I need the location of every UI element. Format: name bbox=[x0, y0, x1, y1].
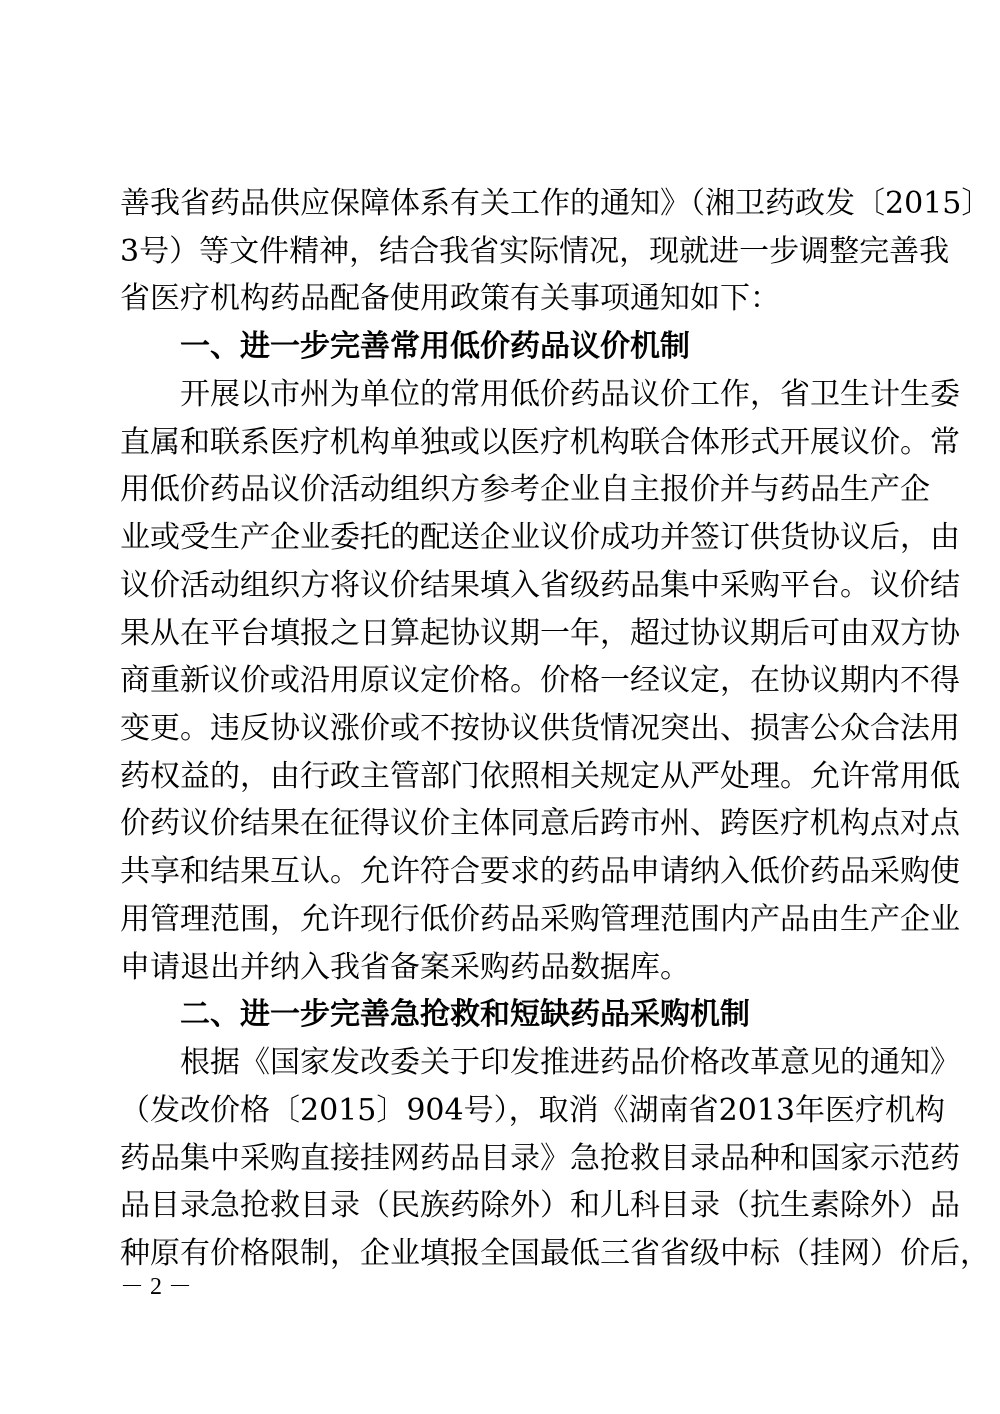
paragraph-line: 业或受生产企业委托的配送企业议价成功并签订供货协议后，由 bbox=[120, 520, 960, 555]
paragraph-line: 果从在平台填报之日算起协议期一年，超过协议期后可由双方协 bbox=[120, 616, 960, 651]
paragraph-line: 省医疗机构药品配备使用政策有关事项通知如下： bbox=[120, 281, 780, 316]
page-number: － 2 － bbox=[120, 1274, 192, 1300]
paragraph-line: 用管理范围，允许现行低价药品采购管理范围内产品由生产企业 bbox=[120, 902, 960, 937]
paragraph-line: 开展以市州为单位的常用低价药品议价工作，省卫生计生委 bbox=[180, 377, 960, 412]
paragraph-line: 药权益的，由行政主管部门依照相关规定从严处理。允许常用低 bbox=[120, 759, 960, 794]
paragraph-line: 善我省药品供应保障体系有关工作的通知》（湘卫药政发〔2015〕 bbox=[120, 186, 992, 221]
paragraph-line: 申请退出并纳入我省备案采购药品数据库。 bbox=[120, 950, 690, 985]
paragraph-line: 共享和结果互认。允许符合要求的药品申请纳入低价药品采购使 bbox=[120, 854, 960, 889]
paragraph-line: 品目录急抢救目录（民族药除外）和儿科目录（抗生素除外）品 bbox=[120, 1188, 960, 1223]
paragraph-line: 用低价药品议价活动组织方参考企业自主报价并与药品生产企 bbox=[120, 472, 930, 507]
paragraph-line: 商重新议价或沿用原议定价格。价格一经议定，在协议期内不得 bbox=[120, 663, 960, 698]
paragraph-line: 变更。违反协议涨价或不按协议供货情况突出、损害公众合法用 bbox=[120, 711, 960, 746]
paragraph-line: 根据《国家发改委关于印发推进药品价格改革意见的通知》 bbox=[180, 1045, 960, 1080]
paragraph-line: 3号）等文件精神，结合我省实际情况，现就进一步调整完善我 bbox=[120, 234, 950, 269]
paragraph-line: 价药议价结果在征得议价主体同意后跨市州、跨医疗机构点对点 bbox=[120, 806, 960, 841]
paragraph-line: 议价活动组织方将议价结果填入省级药品集中采购平台。议价结 bbox=[120, 568, 960, 603]
paragraph-line: （发改价格〔2015〕904号），取消《湖南省2013年医疗机构 bbox=[120, 1093, 945, 1128]
section-heading: 一、进一步完善常用低价药品议价机制 bbox=[180, 329, 690, 364]
paragraph-line: 种原有价格限制，企业填报全国最低三省省级中标（挂网）价后， bbox=[120, 1236, 990, 1271]
section-heading: 二、进一步完善急抢救和短缺药品采购机制 bbox=[180, 997, 750, 1032]
paragraph-line: 直属和联系医疗机构单独或以医疗机构联合体形式开展议价。常 bbox=[120, 425, 960, 460]
paragraph-line: 药品集中采购直接挂网药品目录》急抢救目录品种和国家示范药 bbox=[120, 1141, 960, 1176]
